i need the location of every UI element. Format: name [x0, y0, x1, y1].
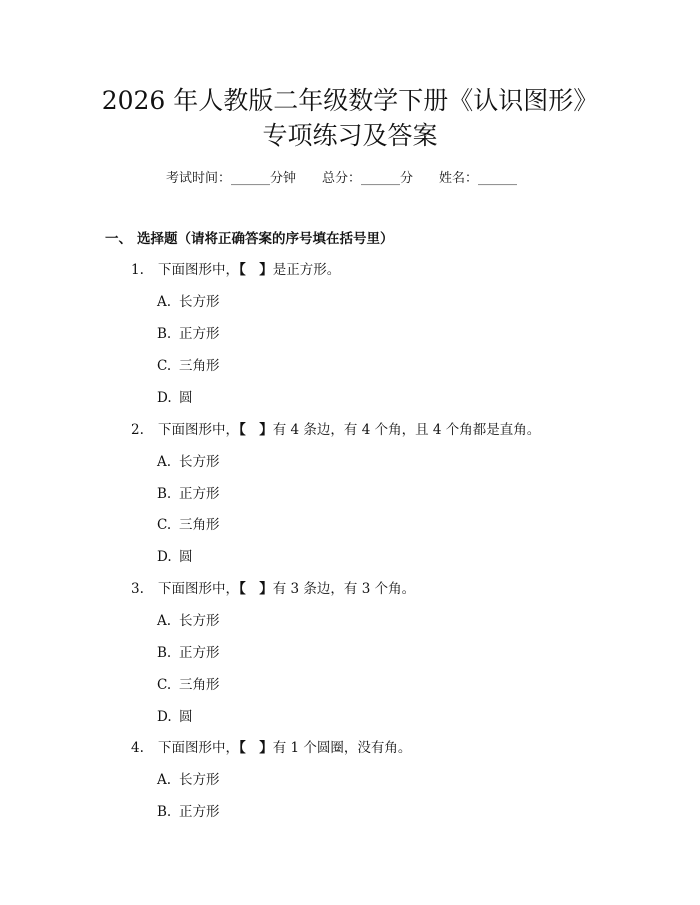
question-4: [131, 739, 411, 757]
option-text: 三角形: [179, 517, 220, 533]
option-letter: D.: [157, 709, 172, 725]
option-letter: C.: [157, 358, 172, 374]
section-heading: [105, 230, 394, 248]
option-letter: A.: [157, 613, 172, 629]
option-item: [157, 293, 220, 311]
option-letter: C.: [157, 677, 172, 693]
option-letter: D.: [157, 549, 172, 565]
option-letter: B.: [157, 645, 172, 661]
option-text: 三角形: [179, 358, 220, 374]
option-text: 三角形: [179, 677, 220, 693]
exam-time-field: 考试时间：______分钟: [166, 171, 297, 186]
option-item: [157, 676, 220, 694]
option-item: [157, 453, 220, 471]
student-name-field: 姓名：______: [439, 171, 518, 186]
document-title-line-1: 2026 年人教版二年级数学下册《认识图形》: [101, 86, 599, 115]
option-text: 长方形: [179, 454, 220, 470]
question-suffix: 有 3 条边，有 3 个角。: [272, 581, 416, 597]
option-text: 圆: [179, 390, 193, 406]
section-title: 选择题（请将正确答案的序号填在括号里）: [137, 231, 394, 247]
question-prefix: 下面图形中，: [158, 422, 239, 438]
section-number: 一、: [105, 231, 132, 247]
option-item: [157, 516, 220, 534]
answer-bracket: 【 】: [239, 422, 273, 438]
option-text: 长方形: [179, 613, 220, 629]
answer-bracket: 【 】: [239, 581, 273, 597]
option-letter: D.: [157, 390, 172, 406]
option-letter: A.: [157, 454, 172, 470]
option-text: 长方形: [179, 294, 220, 310]
option-item: [157, 644, 220, 662]
option-text: 圆: [179, 709, 193, 725]
option-text: 正方形: [179, 804, 220, 820]
question-suffix: 有 1 个圆圈，没有角。: [272, 740, 412, 756]
question-1: [131, 261, 340, 279]
option-item: [157, 485, 220, 503]
option-item: [157, 325, 220, 343]
total-score-field: 总分：______分: [322, 171, 414, 186]
question-prefix: 下面图形中，: [158, 262, 239, 278]
question-number: 2.: [131, 422, 144, 438]
option-letter: A.: [157, 294, 172, 310]
option-letter: B.: [157, 804, 172, 820]
option-item: [157, 548, 193, 566]
question-3: [131, 580, 415, 598]
option-text: 长方形: [179, 772, 220, 788]
answer-bracket: 【 】: [239, 262, 273, 278]
answer-bracket: 【 】: [239, 740, 273, 756]
exam-info-line: [166, 170, 517, 188]
option-letter: A.: [157, 772, 172, 788]
option-item: [157, 389, 193, 407]
option-item: [157, 708, 193, 726]
option-item: [157, 771, 220, 789]
option-text: 圆: [179, 549, 193, 565]
option-text: 正方形: [179, 326, 220, 342]
option-text: 正方形: [179, 645, 220, 661]
option-item: [157, 612, 220, 630]
question-2: [131, 421, 540, 439]
option-letter: B.: [157, 486, 172, 502]
question-number: 1.: [131, 262, 144, 278]
option-text: 正方形: [179, 486, 220, 502]
question-prefix: 下面图形中，: [158, 581, 239, 597]
option-item: [157, 803, 220, 821]
question-prefix: 下面图形中，: [158, 740, 239, 756]
option-letter: C.: [157, 517, 172, 533]
document-title-line-2: 专项练习及答案: [262, 121, 438, 150]
question-suffix: 是正方形。: [272, 262, 341, 278]
question-suffix: 有 4 条边，有 4 个角，且 4 个角都是直角。: [272, 422, 541, 438]
option-letter: B.: [157, 326, 172, 342]
question-number: 4.: [131, 740, 144, 756]
question-number: 3.: [131, 581, 144, 597]
option-item: [157, 357, 220, 375]
